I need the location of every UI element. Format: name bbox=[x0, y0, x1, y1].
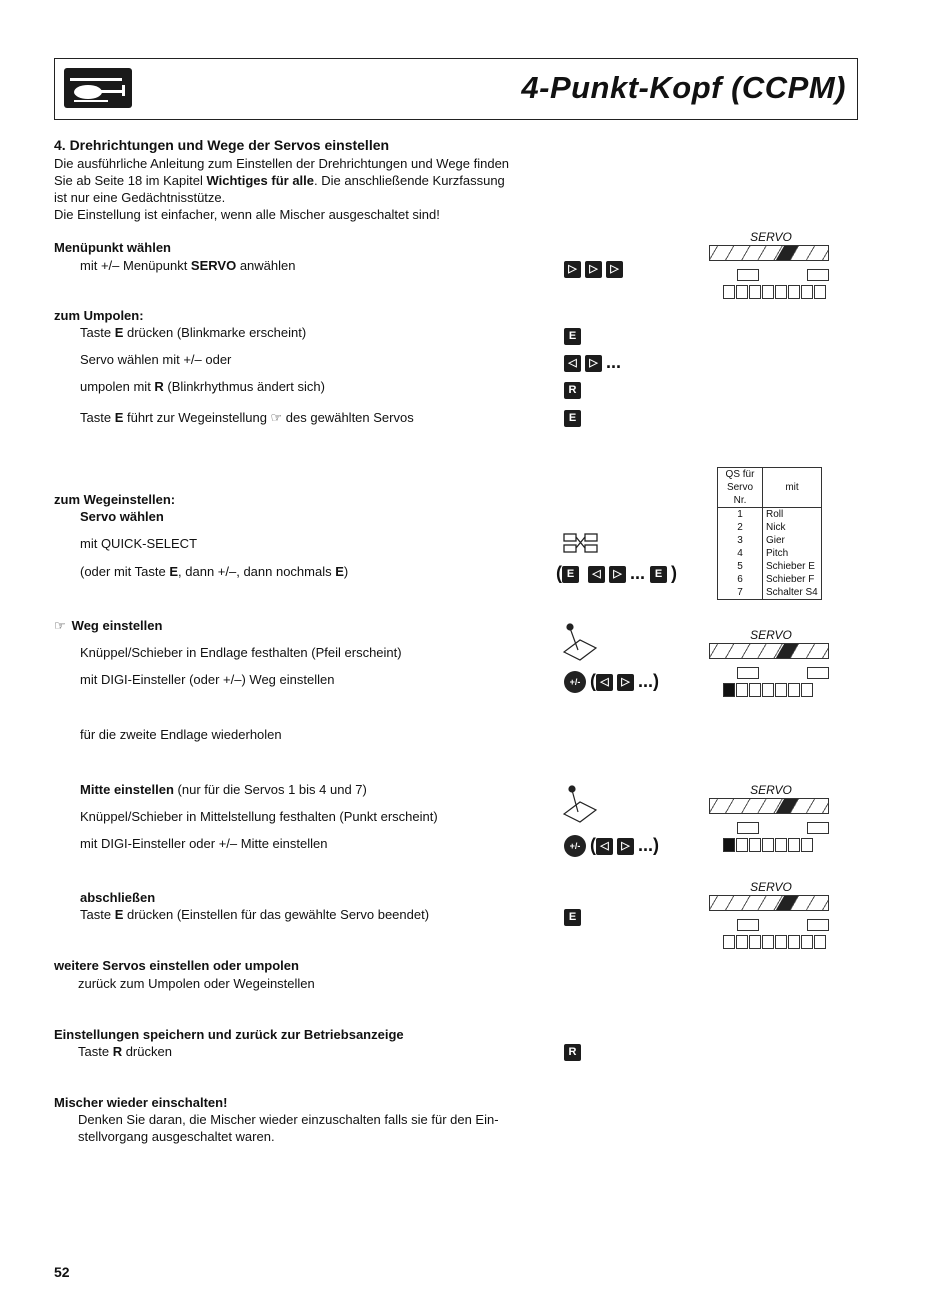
e-key-icon: E bbox=[564, 328, 581, 345]
mischer-heading: Mischer wieder einschalten! bbox=[54, 1095, 228, 1110]
r-key-icon: R bbox=[564, 1044, 581, 1061]
intro-line-2: Sie ab Seite 18 im Kapitel Wichtiges für alle. Die anschließende Kurzfassung bbox=[54, 173, 505, 188]
table-row: 1 Roll bbox=[718, 508, 822, 522]
weg-heading: ☞ Weg einstellen bbox=[54, 618, 163, 633]
table-row: 4 Pitch bbox=[718, 547, 822, 560]
wege-heading: zum Wegeinstellen: bbox=[54, 492, 176, 507]
section-heading: 4. Drehrichtungen und Wege der Servos einstellen bbox=[54, 137, 390, 153]
lcd-title: SERVO bbox=[750, 880, 792, 894]
key-e bbox=[564, 906, 585, 926]
select-keys bbox=[564, 352, 621, 372]
right-key-icon: ▷ bbox=[585, 261, 602, 278]
right-key-icon: ▷ bbox=[609, 566, 626, 583]
servo-display bbox=[707, 245, 831, 305]
digi-keys: +/- ( ◁ ▷ ...) bbox=[564, 835, 659, 857]
wege-subheading: Servo wählen bbox=[80, 509, 164, 524]
left-key-icon: ◁ bbox=[588, 566, 605, 583]
mitte-step-1: Knüppel/Schieber in Mittelstellung festhalten (Punkt erscheint) bbox=[80, 809, 438, 824]
umpolen-heading: zum Umpolen: bbox=[54, 308, 144, 323]
weitere-step: zurück zum Umpolen oder Wegeinstellen bbox=[78, 976, 315, 991]
lcd-title: SERVO bbox=[750, 628, 792, 642]
r-key-icon: R bbox=[564, 382, 581, 399]
qs-header-mit: mit bbox=[763, 468, 822, 508]
key-r bbox=[564, 379, 585, 399]
stick-center-icon bbox=[560, 784, 600, 824]
key-r bbox=[564, 1041, 585, 1061]
right-key-icon: ▷ bbox=[564, 261, 581, 278]
table-row: 5 Schieber E bbox=[718, 560, 822, 573]
alt-select-keys: ( E ◁ ▷ ... E ) bbox=[556, 563, 678, 583]
table-row: 7 Schalter S4 bbox=[718, 586, 822, 600]
speichern-heading: Einstellungen speichern und zurück zur Betriebsanzeige bbox=[54, 1027, 404, 1042]
right-key-icon: ▷ bbox=[606, 261, 623, 278]
ellipsis: ... bbox=[606, 352, 622, 372]
right-key-icon: ▷ bbox=[617, 838, 634, 855]
weg-step-1: Knüppel/Schieber in Endlage festhalten (Pfeil erscheint) bbox=[80, 645, 402, 660]
umpolen-step-4: Taste E führt zur Wegeinstellung ☞ des gewählten Servos bbox=[80, 410, 414, 425]
servo-display bbox=[707, 895, 831, 955]
umpolen-step-3: umpolen mit R (Blinkrhythmus ändert sich) bbox=[80, 379, 325, 394]
e-key-icon: E bbox=[650, 566, 667, 583]
page-title: 4-Punkt-Kopf (CCPM) bbox=[521, 70, 846, 105]
weg-step-2: mit DIGI-Einsteller (oder +/–) Weg einstellen bbox=[80, 672, 335, 687]
table-row: 3 Gier bbox=[718, 534, 822, 547]
weg-step-3: für die zweite Endlage wiederholen bbox=[80, 727, 282, 742]
umpolen-step-1: Taste E drücken (Blinkmarke erscheint) bbox=[80, 325, 307, 340]
left-key-icon: ◁ bbox=[596, 838, 613, 855]
helicopter-icon bbox=[64, 68, 132, 108]
wege-step-2: (oder mit Taste E, dann +/–, dann nochmals E) bbox=[80, 564, 349, 579]
intro-line-3: ist nur eine Gedächtnisstütze. bbox=[54, 190, 226, 205]
qs-header-servo: QS für Servo Nr. bbox=[718, 468, 763, 508]
intro-line-4: Die Einstellung ist einfacher, wenn alle Mischer ausgeschaltet sind! bbox=[54, 207, 440, 222]
menu-heading: Menüpunkt wählen bbox=[54, 240, 171, 255]
abschliessen-step: Taste E drücken (Einstellen für das gewählte Servo beendet) bbox=[80, 907, 430, 922]
intro-line-1: Die ausführliche Anleitung zum Einstellen der Drehrichtungen und Wege finden bbox=[54, 156, 510, 171]
key-e bbox=[564, 325, 585, 345]
umpolen-step-2: Servo wählen mit +/– oder bbox=[80, 352, 232, 367]
e-key-icon: E bbox=[564, 410, 581, 427]
e-key-icon: E bbox=[562, 566, 579, 583]
mischer-line-2: stellvorgang ausgeschaltet waren. bbox=[78, 1129, 275, 1144]
digi-dial-icon: +/- bbox=[564, 671, 586, 693]
lcd-title: SERVO bbox=[750, 783, 792, 797]
digi-keys: +/- ( ◁ ▷ ...) bbox=[564, 671, 659, 693]
mischer-line-1: Denken Sie daran, die Mischer wieder einzuschalten falls sie für den Ein- bbox=[78, 1112, 499, 1127]
mitte-heading: Mitte einstellen (nur für die Servos 1 bis 4 und 7) bbox=[80, 782, 367, 797]
speichern-step: Taste R drücken bbox=[78, 1044, 172, 1059]
e-key-icon: E bbox=[564, 909, 581, 926]
servo-display bbox=[707, 798, 831, 858]
page-number: 52 bbox=[54, 1264, 70, 1280]
right-key-icon: ▷ bbox=[617, 674, 634, 691]
wege-step-1: mit QUICK-SELECT bbox=[80, 536, 198, 551]
left-key-icon: ◁ bbox=[596, 674, 613, 691]
digi-dial-icon: +/- bbox=[564, 835, 586, 857]
table-row: 2 Nick bbox=[718, 521, 822, 534]
menu-text: mit +/– Menüpunkt SERVO anwählen bbox=[80, 258, 296, 273]
quick-select-table bbox=[717, 467, 822, 600]
mitte-step-2: mit DIGI-Einsteller oder +/– Mitte einstellen bbox=[80, 836, 328, 851]
abschliessen-heading: abschließen bbox=[80, 890, 156, 905]
quick-select-icon bbox=[563, 533, 599, 558]
key-e bbox=[564, 407, 585, 427]
weitere-heading: weitere Servos einstellen oder umpolen bbox=[54, 958, 299, 973]
lcd-title: SERVO bbox=[750, 230, 792, 244]
servo-display bbox=[707, 643, 831, 703]
left-key-icon: ◁ bbox=[564, 355, 581, 372]
right-key-icon: ▷ bbox=[585, 355, 602, 372]
table-row: 6 Schieber F bbox=[718, 573, 822, 586]
stick-end-icon bbox=[560, 622, 600, 662]
menu-keys bbox=[564, 258, 627, 278]
